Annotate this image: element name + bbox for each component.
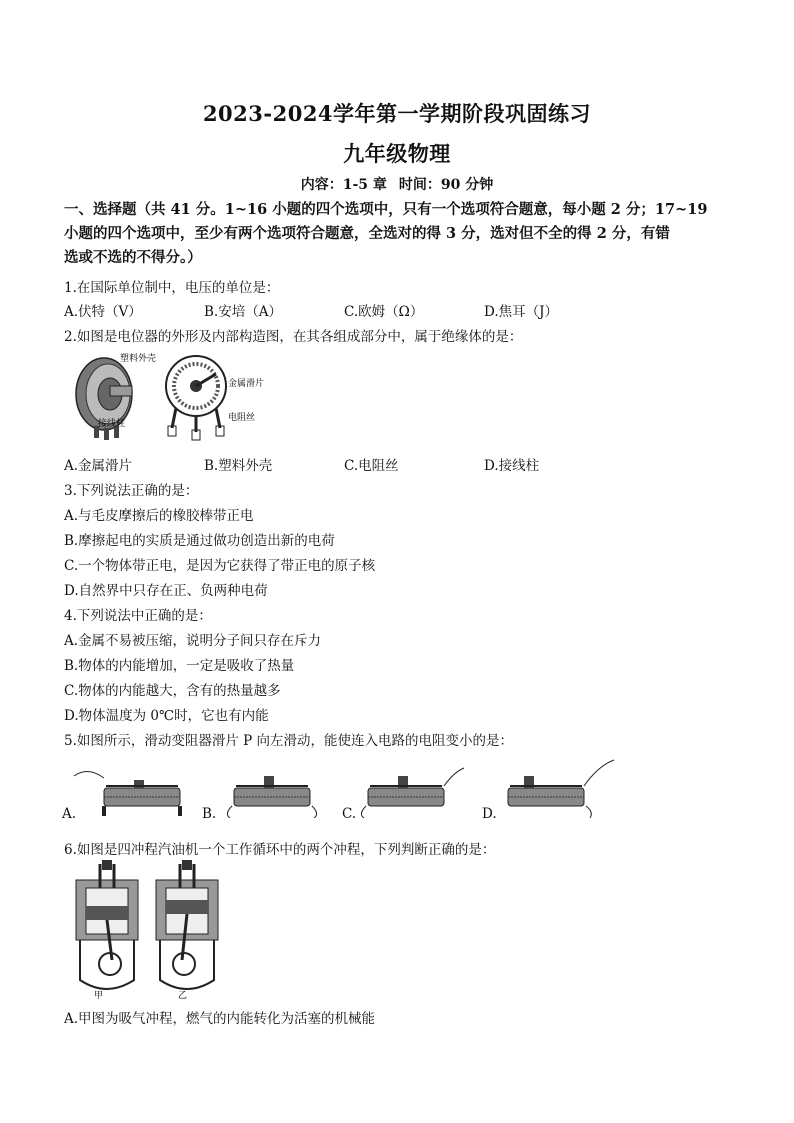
rheostat-c (354, 766, 470, 818)
label-metal-slider: 金属滑片 (228, 379, 265, 389)
rheostat-b (214, 766, 330, 818)
q3-stem: 3.下列说法正确的是： (64, 483, 199, 499)
q1-option-b: B.安培（A） (204, 304, 282, 320)
exam-content-scope: 内容：1-5 章 (300, 177, 387, 193)
potentiometer-internal (166, 356, 226, 440)
q5-option-d-label: D. (482, 806, 497, 822)
q4-option-c: C.物体的内能越大，含有的热量越多 (64, 683, 281, 699)
label-terminal: 接线柱 (98, 419, 126, 429)
q4-option-d: D.物体温度为 0℃时，它也有内能 (64, 708, 269, 724)
label-resistance-wire: 电阻丝 (228, 413, 256, 423)
q6-stem: 6.如图是四冲程汽油机一个工作循环中的两个冲程，下列判断正确的是： (64, 842, 496, 858)
q4-option-a: A.金属不易被压缩，说明分子间只存在斥力 (64, 633, 322, 649)
engine-label-yi: 乙 (178, 991, 188, 1000)
q1-option-d: D.焦耳（J） (484, 304, 559, 320)
engine-jia (76, 860, 138, 989)
exam-meta (0, 174, 794, 194)
q1-option-a: A.伏特（V） (64, 304, 142, 320)
engine-strokes-figure (70, 860, 230, 1000)
q2-option-d: D.接线柱 (484, 458, 540, 474)
rheostat-d (494, 756, 618, 818)
engine-yi (156, 860, 218, 989)
section-instructions (64, 198, 734, 270)
q2-option-a: A.金属滑片 (64, 458, 133, 474)
q3-option-a: A.与毛皮摩擦后的橡胶棒带正电 (64, 508, 254, 524)
q1-stem: 1.在国际单位制中，电压的单位是： (64, 280, 280, 296)
exam-subtitle: 九年级物理 (343, 141, 451, 166)
engine-label-jia: 甲 (94, 991, 104, 1000)
section-line-2: 小题的四个选项中，至少有两个选项符合题意，全选对的得 3 分，选对但不全的得 2 分，有错 (64, 225, 670, 242)
q3-option-b: B.摩擦起电的实质是通过做功创造出新的电荷 (64, 533, 335, 549)
exam-title: 2023-2024学年第一学期阶段巩固练习 (202, 101, 592, 126)
q2-option-b: B.塑料外壳 (204, 458, 273, 474)
q5-option-a-label: A. (62, 806, 77, 822)
section-line-3: 选或不选的不得分。） (64, 249, 202, 266)
section-line-1: 一、选择题（共 41 分。1~16 小题的四个选项中，只有一个选项符合题意，每小题 2 分；17~19 (64, 201, 708, 218)
rheostat-a (74, 766, 190, 818)
q3-option-c: C.一个物体带正电，是因为它获得了带正电的原子核 (64, 558, 376, 574)
q4-stem: 4.下列说法中正确的是： (64, 608, 212, 624)
q5-option-c-label: C. (342, 806, 357, 822)
q2-stem: 2.如图是电位器的外形及内部构造图，在其各组成部分中，属于绝缘体的是： (64, 329, 523, 345)
q3-option-d: D.自然界中只存在正、负两种电荷 (64, 583, 268, 599)
q5-option-b-label: B. (202, 806, 217, 822)
potentiometer-figure (64, 346, 284, 446)
q1-option-c: C.欧姆（Ω） (344, 304, 424, 320)
q4-option-b: B.物体的内能增加，一定是吸收了热量 (64, 658, 295, 674)
q2-option-c: C.电阻丝 (344, 458, 399, 474)
label-plastic-shell: 塑料外壳 (120, 354, 157, 364)
q5-stem: 5.如图所示，滑动变阻器滑片 P 向左滑动，能使连入电路的电阻变小的是： (64, 733, 514, 749)
q6-option-a: A.甲图为吸气冲程，燃气的内能转化为活塞的机械能 (64, 1011, 376, 1027)
exam-duration: 时间：90 分钟 (398, 177, 494, 193)
